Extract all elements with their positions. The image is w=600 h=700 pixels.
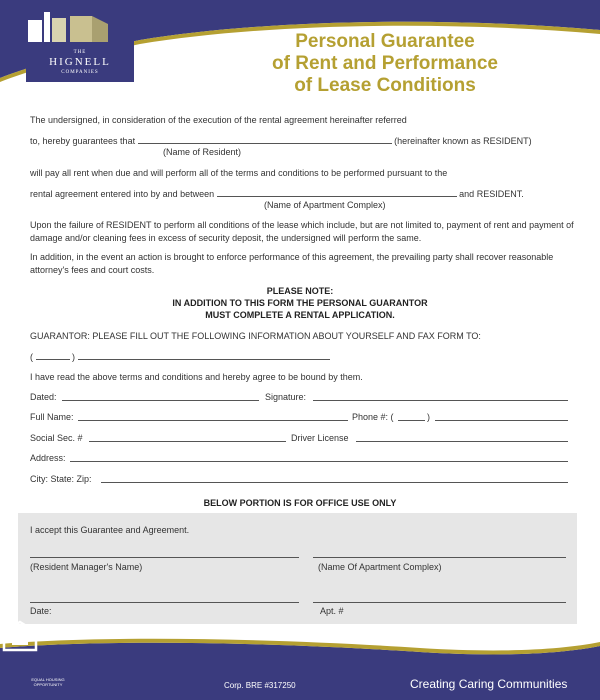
social-field[interactable]	[89, 441, 286, 442]
license-field[interactable]	[356, 441, 568, 442]
resident-name-field[interactable]	[138, 135, 392, 144]
manager-name-label: (Resident Manager's Name)	[30, 562, 143, 572]
guarantees-suffix: (hereinafter known as RESIDENT)	[394, 136, 532, 146]
fax-line	[30, 351, 330, 362]
phone-number-field[interactable]	[435, 420, 568, 421]
fax-open: (	[30, 352, 33, 362]
corp-license: Corp. BRE #317250	[224, 681, 296, 690]
equal-housing-text: EQUAL HOUSING OPPORTUNITY	[31, 677, 65, 687]
logo-the: THE	[73, 50, 87, 55]
note-line-2: IN ADDITION TO THIS FORM THE PERSONAL GUARANTOR	[172, 298, 428, 308]
guarantees-line	[30, 135, 532, 146]
intro-text: The undersigned, in consideration of the execution of the rental agreement hereinafter referred	[30, 115, 407, 125]
city-field[interactable]	[101, 482, 568, 483]
hignell-logo	[26, 12, 134, 82]
note-line-1: PLEASE NOTE:	[266, 286, 334, 296]
address-label: Address:	[30, 453, 66, 463]
license-label: Driver License	[291, 433, 349, 443]
building-icon	[26, 12, 110, 44]
address-field[interactable]	[70, 461, 568, 462]
fax-close: )	[72, 352, 76, 362]
apt-field[interactable]	[313, 602, 566, 603]
slogan: Creating Caring Communities	[410, 677, 568, 691]
social-label: Social Sec. #	[30, 433, 83, 443]
header	[0, 0, 600, 100]
logo-name: HIGNELL	[49, 56, 111, 68]
phone-label: Phone #: (	[352, 412, 394, 422]
rental-line	[30, 188, 524, 199]
fax-area-code-field[interactable]	[36, 351, 70, 360]
office-complex-label: (Name Of Apartment Complex)	[318, 562, 442, 572]
apartment-complex-field[interactable]	[217, 188, 457, 197]
document-title	[230, 31, 540, 97]
action-paragraph: In addition, in the event an action is brought to enforce performance of this agreement, the prevailing party shall recover reasonable attorney's fees and court costs.	[30, 252, 554, 275]
will-pay-text: will pay all rent when due and will perform all of the terms and conditions to be performed pursuant to the	[30, 168, 448, 178]
name-of-complex-label: (Name of Apartment Complex)	[264, 200, 386, 210]
title-line-1: Personal Guarantee	[295, 31, 475, 52]
dated-label: Dated:	[30, 392, 57, 402]
note-line-3: MUST COMPLETE A RENTAL APPLICATION.	[205, 310, 395, 320]
guarantor-instruction: GUARANTOR: PLEASE FILL OUT THE FOLLOWING INFORMATION ABOUT YOURSELF AND FAX FORM TO:	[30, 331, 481, 341]
full-name-label: Full Name:	[30, 412, 74, 422]
name-of-resident-label: (Name of Resident)	[163, 147, 242, 157]
phone-close: )	[427, 412, 430, 422]
failure-paragraph: Upon the failure of RESIDENT to perform all conditions of the lease which include, but are not limited to, payment of rent and payment of damage and/or cleaning fees in excess of security deposit, the undersigned will perform the same.	[30, 220, 574, 243]
title-line-2: of Rent and Performance	[272, 53, 498, 74]
guarantees-prefix: to, hereby guarantees that	[30, 136, 136, 146]
full-name-field[interactable]	[78, 420, 348, 421]
city-label: City: State: Zip:	[30, 474, 92, 484]
manager-name-field[interactable]	[30, 557, 299, 558]
title-line-3: of Lease Conditions	[294, 75, 476, 96]
office-date-field[interactable]	[30, 602, 299, 603]
apt-label: Apt. #	[320, 606, 344, 616]
office-heading: BELOW PORTION IS FOR OFFICE USE ONLY	[203, 498, 397, 508]
rental-prefix: rental agreement entered into by and between	[30, 189, 215, 199]
dated-field[interactable]	[62, 400, 259, 401]
rental-suffix: and RESIDENT.	[459, 189, 524, 199]
agree-text: I have read the above terms and conditions and hereby agree to be bound by them.	[30, 372, 363, 382]
office-complex-field[interactable]	[313, 557, 566, 558]
logo-companies: COMPANIES	[61, 70, 99, 75]
office-use-box	[18, 513, 577, 624]
signature-field[interactable]	[313, 400, 568, 401]
please-note	[0, 285, 600, 321]
accept-text: I accept this Guarantee and Agreement.	[30, 525, 190, 535]
signature-label: Signature:	[265, 392, 307, 402]
equal-housing-icon	[0, 620, 40, 660]
footer	[0, 620, 600, 700]
office-date-label: Date:	[30, 606, 52, 616]
fax-number-field[interactable]	[78, 351, 330, 360]
phone-area-code-field[interactable]	[398, 420, 425, 421]
